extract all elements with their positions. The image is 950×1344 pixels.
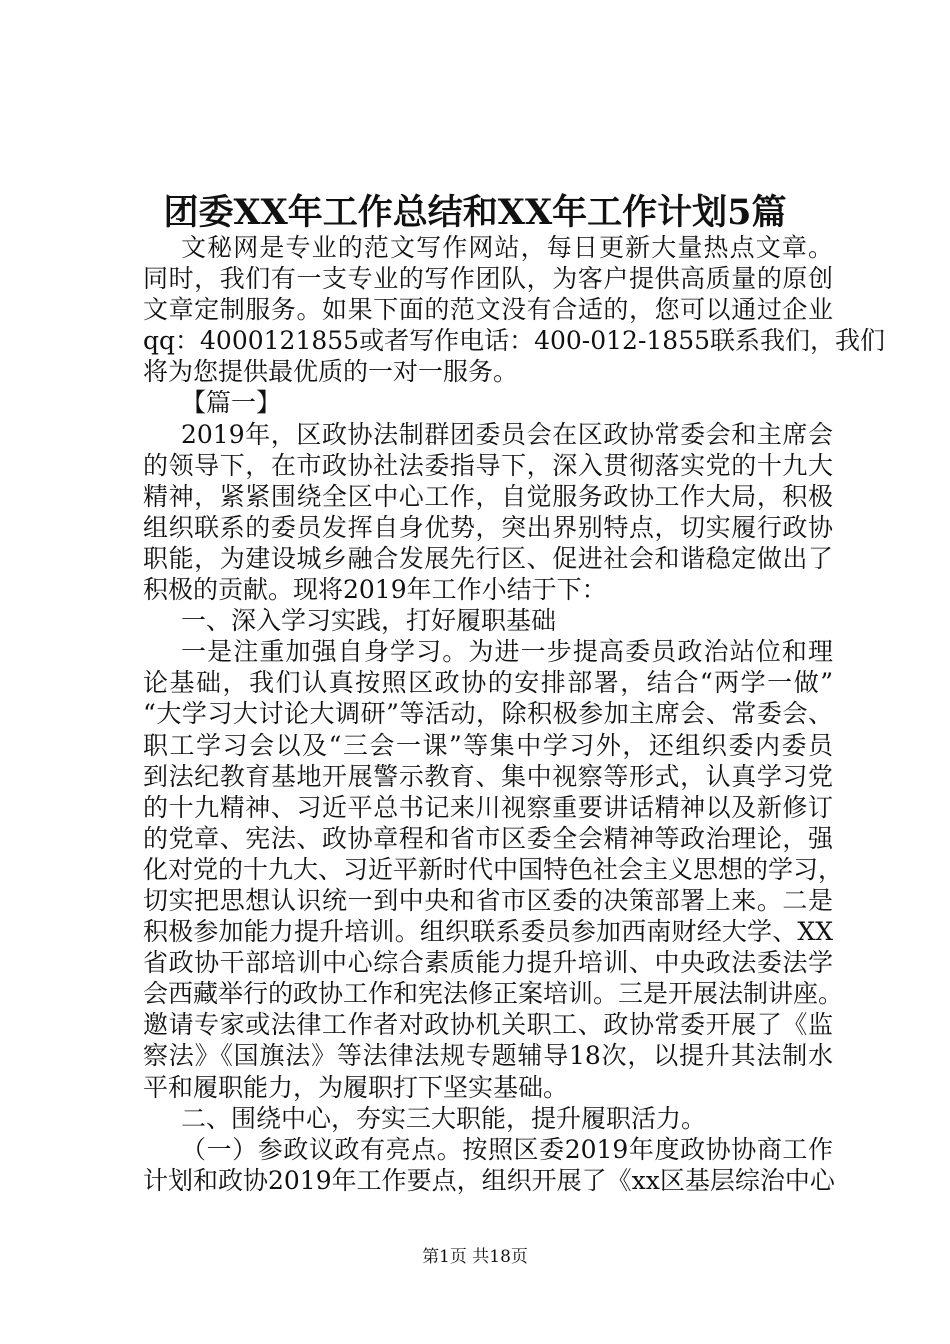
text-line: 精神，紧紧围绕全区中心工作，自觉服务政协工作大局，积极 xyxy=(143,481,833,511)
text-line: 平和履职能力，为履职打下坚实基础。 xyxy=(143,1072,569,1102)
text-line: 会西藏举行的政协工作和宪法修正案培训。三是开展法制讲座。 xyxy=(143,979,844,1009)
text-line: 【篇一】 xyxy=(181,388,282,418)
text-line: 将为您提供最优质的一对一服务。 xyxy=(143,357,519,387)
text-line: 省政协干部培训中心综合素质能力提升培训、中央政法委法学 xyxy=(143,948,833,978)
text-line: 邀请专家或法律工作者对政协机关职工、政协常委开展了《监 xyxy=(143,1010,833,1040)
text-line: 察法》《国旗法》等法律法规专题辅导18次，以提升其法制水 xyxy=(143,1041,833,1071)
text-line: 切实把思想认识统一到中央和省市区委的决策部署上来。二是 xyxy=(143,885,833,915)
text-line: 一、深入学习实践，打好履职基础 xyxy=(181,606,557,636)
text-line: 计划和政协2019年工作要点，组织开展了《xx区基层综治中心 xyxy=(143,1165,835,1195)
text-line: 一是注重加强自身学习。为进一步提高委员政治站位和理 xyxy=(181,637,833,667)
text-line: 化对党的十九大、习近平新时代中国特色社会主义思想的学习， xyxy=(143,854,844,884)
text-line: 职能，为建设城乡融合发展先行区、促进社会和谐稳定做出了 xyxy=(143,543,833,573)
document-title: 团委XX年工作总结和XX年工作计划5篇 xyxy=(163,192,787,233)
text-line: qq：4000121855或者写作电话：400-012-1855联系我们，我们 xyxy=(143,326,886,356)
text-line: 论基础，我们认真按照区政协的安排部署，结合“两学一做” xyxy=(143,668,833,698)
page-footer: 第1页 共18页 xyxy=(422,1247,528,1267)
text-line: 积极参加能力提升培训。组织联系委员参加西南财经大学、XX xyxy=(143,917,833,947)
document-body xyxy=(143,232,886,1196)
text-line: 的十九精神、习近平总书记来川视察重要讲话精神以及新修订 xyxy=(143,792,833,822)
text-line: 职工学习会以及“三会一课”等集中学习外，还组织委内委员 xyxy=(143,730,833,760)
text-line: 同时，我们有一支专业的写作团队，为客户提供高质量的原创 xyxy=(143,264,833,294)
text-line: （一）参政议政有亮点。按照区委2019年度政协协商工作 xyxy=(181,1134,833,1164)
text-line: 二、围绕中心，夯实三大职能，提升履职活力。 xyxy=(181,1103,707,1133)
text-line: 积极的贡献。现将2019年工作小结于下： xyxy=(143,575,607,605)
text-line: 的领导下，在市政协社法委指导下，深入贯彻落实党的十九大 xyxy=(143,450,833,480)
text-line: 文章定制服务。如果下面的范文没有合适的，您可以通过企业 xyxy=(143,295,833,325)
text-line: 2019年，区政协法制群团委员会在区政协常委会和主席会 xyxy=(181,419,833,449)
text-line: 到法纪教育基地开展警示教育、集中视察等形式，认真学习党 xyxy=(143,761,833,791)
text-line: 组织联系的委员发挥自身优势，突出界别特点，切实履行政协 xyxy=(143,512,833,542)
text-line: 的党章、宪法、政协章程和省市区委全会精神等政治理论，强 xyxy=(143,823,833,853)
text-line: 文秘网是专业的范文写作网站，每日更新大量热点文章。 xyxy=(181,233,833,262)
text-line: “大学习大讨论大调研”等活动，除积极参加主席会、常委会、 xyxy=(143,699,833,729)
